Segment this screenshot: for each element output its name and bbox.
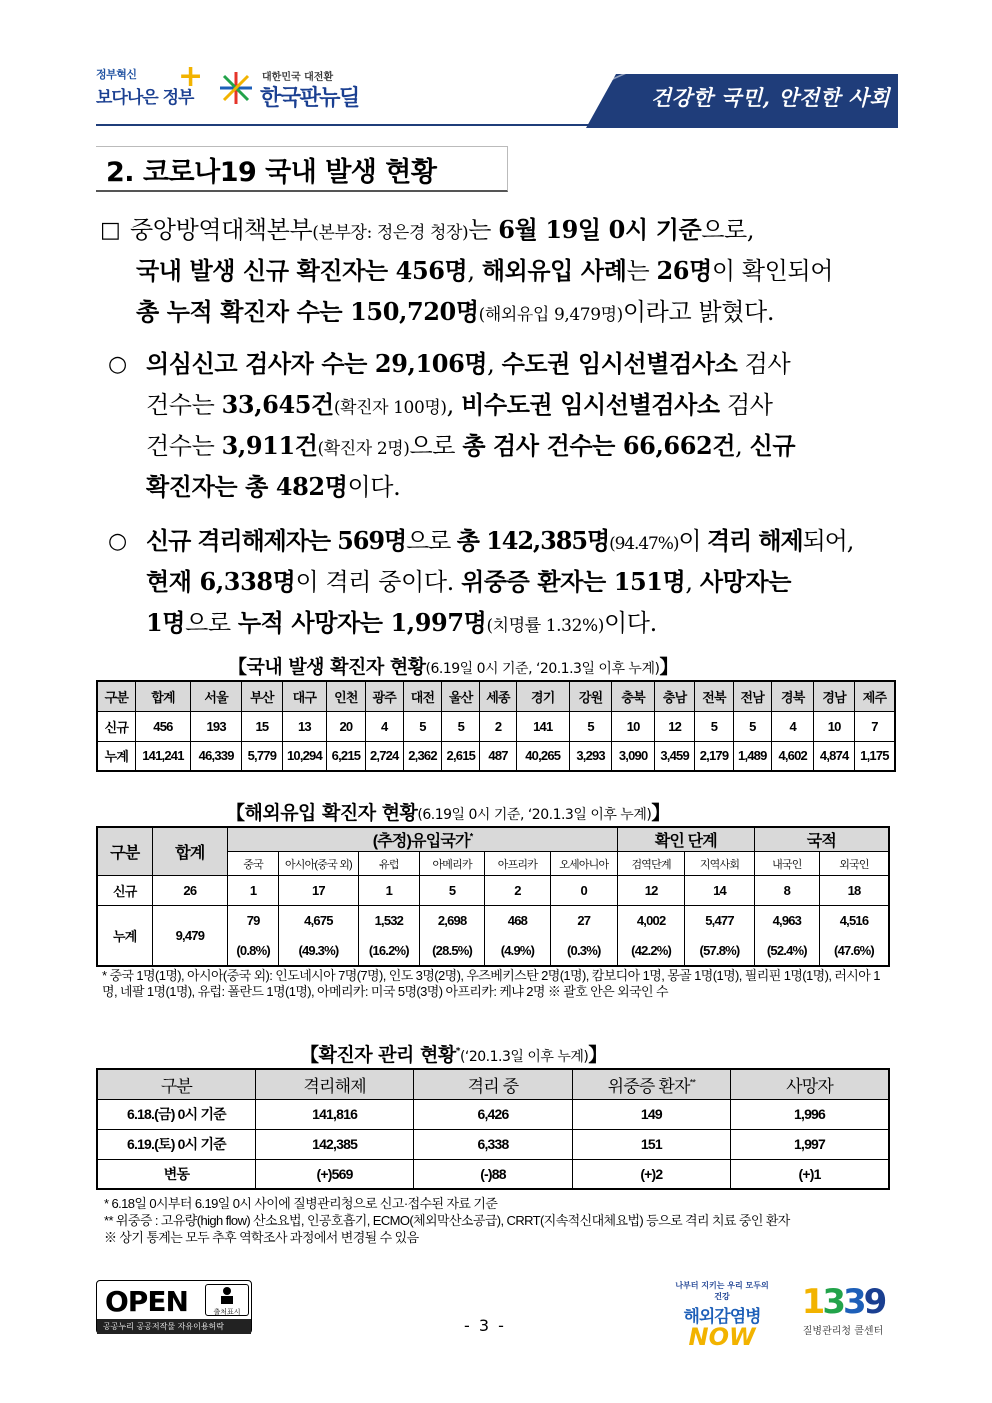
para1-l1d: 6월 19일 0시 기준 bbox=[498, 215, 702, 244]
t2-label: 누계 bbox=[97, 906, 152, 966]
para2-l3f: , bbox=[735, 432, 750, 460]
t2-cell: 2,698 bbox=[419, 906, 484, 936]
t1-cell: 5 bbox=[569, 711, 612, 741]
t2-pct: (57.8%) bbox=[685, 936, 754, 966]
para2-l3b: 3,911건 bbox=[221, 431, 318, 460]
t2-sub: 아시아(중국 외) bbox=[279, 852, 359, 876]
t1-cell: 신규 bbox=[97, 711, 135, 741]
table3-caption bbox=[300, 1040, 607, 1067]
t1-h: 인천 bbox=[327, 681, 365, 711]
t2-pct: (52.4%) bbox=[754, 936, 819, 966]
para1-l2d: 는 bbox=[626, 257, 657, 285]
t2-cell: 4,675 bbox=[279, 906, 359, 936]
table3-caption-end: 】 bbox=[588, 1044, 607, 1066]
t1-h: 서울 bbox=[191, 681, 242, 711]
t2-cell: 4,963 bbox=[754, 906, 819, 936]
domestic-cases-table bbox=[96, 680, 896, 772]
table3-note-2: ** 위중증 : 고유량(high flow) 산소요법, 인공호흡기, ECMO(체외막산소공급), CRRT(지속적신대체요법) 등으로 격리 치료 중인 환자 bbox=[104, 1213, 790, 1228]
korean-new-deal-logo bbox=[218, 68, 388, 110]
t3-cell: (+)2 bbox=[572, 1159, 730, 1189]
section-title: 2. 코로나19 국내 발생 현황 bbox=[106, 157, 437, 188]
t2-cell: 14 bbox=[685, 876, 754, 906]
table-row bbox=[97, 741, 895, 771]
table3-header-row bbox=[97, 1069, 889, 1099]
t1-h: 세종 bbox=[480, 681, 516, 711]
para3-l3d: (치명률 1.32%) bbox=[486, 616, 604, 636]
t1-h: 대구 bbox=[282, 681, 327, 711]
t2-cell: 5 bbox=[419, 876, 484, 906]
t1-h: 제주 bbox=[854, 681, 895, 711]
t2-pct: (28.5%) bbox=[419, 936, 484, 966]
t1-h: 광주 bbox=[365, 681, 403, 711]
t3-h: 사망자 bbox=[731, 1069, 889, 1099]
t1-cell: 4,602 bbox=[771, 741, 814, 771]
logo1-small-text: 정부혁신 bbox=[96, 68, 137, 81]
t1-cell: 12 bbox=[654, 711, 694, 741]
circle-bullet-2: ○ bbox=[108, 529, 128, 554]
t2-sub: 외국인 bbox=[820, 852, 889, 876]
t2-sub: 오세아니아 bbox=[550, 852, 617, 876]
overseas-infection-now-logo bbox=[672, 1280, 772, 1351]
open-text: OPEN bbox=[105, 1285, 188, 1318]
para3-l1c: 총 142,385명 bbox=[456, 526, 610, 555]
t2-cell: 468 bbox=[485, 906, 550, 936]
t3-cell: 149 bbox=[572, 1099, 730, 1129]
t2-cell: 17 bbox=[279, 876, 359, 906]
t1-cell: 141,241 bbox=[135, 741, 190, 771]
para1-line2 bbox=[136, 250, 833, 292]
t1-h: 강원 bbox=[569, 681, 612, 711]
t2-h-nat: 국적 bbox=[754, 827, 889, 852]
t1-cell: 40,265 bbox=[516, 741, 569, 771]
t2-pct: (4.9%) bbox=[485, 936, 550, 966]
t1-h: 충남 bbox=[654, 681, 694, 711]
table-row bbox=[97, 876, 889, 906]
para1-l2b: , bbox=[467, 257, 482, 285]
table1-caption bbox=[228, 652, 678, 679]
para2-l3g: 신규 bbox=[749, 431, 796, 460]
t1-cell: 3,293 bbox=[569, 741, 612, 771]
para2-l2a: 건수는 bbox=[146, 391, 222, 419]
t2-cell: 26 bbox=[152, 876, 228, 906]
t3-cell: 변동 bbox=[97, 1159, 255, 1189]
para3-l2a: 현재 6,338명 bbox=[146, 567, 296, 596]
now-text: NOW bbox=[688, 1323, 756, 1351]
table-row bbox=[97, 1099, 889, 1129]
t1-cell: 3,090 bbox=[612, 741, 655, 771]
t2-h-country-text: (추정)유입국가 bbox=[372, 833, 470, 850]
para2-l1a: 의심신고 검사자 수는 29,106명 bbox=[146, 349, 488, 378]
t3-h-critical-sup: ** bbox=[689, 1077, 696, 1088]
t1-cell: 10,294 bbox=[282, 741, 327, 771]
t1-cell: 5 bbox=[695, 711, 733, 741]
t1-cell: 5 bbox=[733, 711, 771, 741]
table2-header-row bbox=[97, 827, 889, 852]
para3-l3e: 이다. bbox=[604, 609, 657, 637]
t2-h-gubun: 구분 bbox=[97, 827, 152, 876]
t1-h: 전남 bbox=[733, 681, 771, 711]
t2-cell: 1 bbox=[358, 876, 419, 906]
para3-line1 bbox=[146, 520, 853, 565]
t1-cell: 193 bbox=[191, 711, 242, 741]
table2-footnote: * 중국 1명(1명), 아시아(중국 외): 인도네시아 7명(7명), 인도 3명(2명), 우즈베키스탄 2명(1명), 캄보디아 1명, 몽골 1명(1명), 필리핀 1명(1명), 러시아 1명, 네팔 1명(1명), 유럽: 폴란드 1명(1명), 아메리카: 미국 5명(3명) 아프리카: 케냐 2명 ※ 괄호 안은 외국인 수 bbox=[102, 968, 880, 999]
t1-cell: 1,175 bbox=[854, 741, 895, 771]
para2-l3d: 으로 bbox=[409, 432, 463, 460]
t2-pct: (49.3%) bbox=[279, 936, 359, 966]
t2-cell: 1 bbox=[228, 876, 279, 906]
circle-bullet: ○ bbox=[108, 352, 128, 377]
para2-l2e: 비수도권 임시선별검사소 bbox=[461, 390, 720, 419]
t1-cell: 5,779 bbox=[242, 741, 282, 771]
t2-cell: 27 bbox=[550, 906, 617, 936]
para2-l3e: 총 검사 건수는 66,662건 bbox=[462, 431, 736, 460]
t1-cell: 3,459 bbox=[654, 741, 694, 771]
t1-h: 울산 bbox=[442, 681, 480, 711]
t3-cell: 6,338 bbox=[414, 1129, 572, 1159]
para3-l3b: 으로 bbox=[185, 609, 238, 637]
para1-line3 bbox=[136, 291, 774, 336]
section-title-box bbox=[96, 146, 508, 192]
t2-h-country-sup: * bbox=[469, 831, 473, 842]
para3-l1b: 으로 bbox=[406, 527, 457, 555]
table3-note-1: * 6.18일 0시부터 6.19일 0시 사이에 질병관리청으로 신고·접수된 자료 기준 bbox=[104, 1196, 498, 1211]
t1-cell: 10 bbox=[612, 711, 655, 741]
t1-cell: 5 bbox=[442, 711, 480, 741]
t3-h-critical bbox=[572, 1069, 730, 1099]
t3-cell: 151 bbox=[572, 1129, 730, 1159]
imported-cases-table bbox=[96, 826, 890, 967]
box-bullet: □ bbox=[100, 218, 121, 243]
t2-cell: 5,477 bbox=[685, 906, 754, 936]
t2-cell: 18 bbox=[820, 876, 889, 906]
para3-l1f: 격리 해제 bbox=[706, 526, 803, 555]
page-number: - 3 - bbox=[464, 1316, 506, 1335]
table3-caption-sup: * bbox=[455, 1046, 460, 1057]
table3-caption-main: 【확진자 관리 현황 bbox=[300, 1044, 456, 1066]
t1-cell: 2,724 bbox=[365, 741, 403, 771]
t2-sub: 유럽 bbox=[358, 852, 419, 876]
table1-caption-sub: (6.19일 0시 기준, ‘20.1.3일 이후 누계) bbox=[425, 661, 660, 677]
table-row bbox=[97, 711, 895, 741]
para1-l1c: 는 bbox=[468, 216, 499, 244]
t1-h: 합계 bbox=[135, 681, 190, 711]
logo2-small-text: 대한민국 대전환 bbox=[262, 72, 334, 83]
t2-sub: 아프리카 bbox=[485, 852, 550, 876]
t3-cell: 6,426 bbox=[414, 1099, 572, 1129]
table1-caption-main: 【국내 발생 확진자 현황 bbox=[228, 656, 426, 678]
para2-l1b: , bbox=[487, 350, 502, 378]
logo1-big-text: 보다나은 정부 bbox=[96, 88, 194, 108]
t2-cell: 12 bbox=[617, 876, 684, 906]
para2-l3c: (확진자 2명) bbox=[317, 439, 410, 459]
t1-cell: 487 bbox=[480, 741, 516, 771]
t2-pct: (47.6%) bbox=[820, 936, 889, 966]
para1-line1 bbox=[130, 209, 754, 254]
para2-l2d: , bbox=[446, 391, 462, 419]
para1-l1e: 으로, bbox=[701, 216, 755, 244]
para1-l2e: 26명 bbox=[656, 256, 712, 285]
call-number bbox=[790, 1282, 896, 1322]
table2-caption-sub: (6.19일 0시 기준, ‘20.1.3일 이후 누계) bbox=[417, 807, 652, 823]
table2-caption bbox=[226, 798, 670, 825]
t1-cell: 5 bbox=[403, 711, 441, 741]
para1-l1a: 중앙방역대책본부 bbox=[130, 216, 313, 244]
para3-l1e: 이 bbox=[678, 527, 707, 555]
para2-l1d: 검사 bbox=[737, 350, 791, 378]
attribution-label: 출처표시 bbox=[213, 1308, 241, 1316]
t2-sub: 아메리카 bbox=[419, 852, 484, 876]
t2-cell: 8 bbox=[754, 876, 819, 906]
header-rule bbox=[96, 124, 896, 126]
t2-sub: 지역사회 bbox=[685, 852, 754, 876]
t3-cell: 142,385 bbox=[255, 1129, 413, 1159]
t3-cell: (+)569 bbox=[255, 1159, 413, 1189]
t3-cell: (-)88 bbox=[414, 1159, 572, 1189]
t1-cell: 2,362 bbox=[403, 741, 441, 771]
para1-l3a: 총 누적 확진자 수는 150,720명 bbox=[136, 297, 479, 326]
t2-h-total: 합계 bbox=[152, 827, 228, 876]
t2-sub: 중국 bbox=[228, 852, 279, 876]
t1-cell: 7 bbox=[854, 711, 895, 741]
para2-line3 bbox=[146, 425, 795, 470]
t2-sub: 내국인 bbox=[754, 852, 819, 876]
t2-cell: 4,516 bbox=[820, 906, 889, 936]
para1-l3c: 이라고 밝혔다. bbox=[622, 298, 775, 326]
t3-cell: 6.19.(토) 0시 기준 bbox=[97, 1129, 255, 1159]
para2-l2f: 검사 bbox=[719, 391, 773, 419]
page-header bbox=[0, 0, 992, 130]
para3-l3a: 1명 bbox=[146, 608, 186, 637]
t2-pct: (16.2%) bbox=[358, 936, 419, 966]
now-main-text: 해외감염병 bbox=[683, 1307, 761, 1327]
t3-cell: 141,816 bbox=[255, 1099, 413, 1129]
para3-line3 bbox=[146, 602, 657, 647]
para2-l2b: 33,645건 bbox=[221, 390, 334, 419]
logo2-big-text: 한국판뉴딜 bbox=[260, 86, 359, 111]
t1-cell: 20 bbox=[327, 711, 365, 741]
plus-icon: + bbox=[178, 59, 204, 94]
para2-line4 bbox=[146, 466, 400, 508]
t2-cell: 1,532 bbox=[358, 906, 419, 936]
t2-cell: 4,002 bbox=[617, 906, 684, 936]
t1-cell: 141 bbox=[516, 711, 569, 741]
call-digit: 3 bbox=[843, 1282, 864, 1322]
table3-note-3: ※ 상기 통계는 모두 추후 역학조사 과정에서 변경될 수 있음 bbox=[104, 1230, 419, 1245]
para2-l4a: 확진자는 총 482명 bbox=[146, 472, 348, 501]
table1-header-row bbox=[97, 681, 895, 711]
call-digit: 3 bbox=[822, 1282, 843, 1322]
call-digit: 1 bbox=[801, 1282, 823, 1322]
para3-l3c: 누적 사망자는 1,997명 bbox=[237, 608, 487, 637]
t3-cell: 6.18.(금) 0시 기준 bbox=[97, 1099, 255, 1129]
call-center-caption: 질병관리청 콜센터 bbox=[802, 1326, 884, 1337]
attribution-box bbox=[205, 1284, 249, 1316]
new-deal-mark-icon bbox=[218, 70, 254, 106]
para1-l2f: 이 확인되어 bbox=[711, 257, 834, 285]
call-digit: 9 bbox=[863, 1282, 885, 1322]
para3-l1d: (94.47%) bbox=[609, 534, 679, 554]
t2-h-stage: 확인 단계 bbox=[617, 827, 754, 852]
t1-h: 충북 bbox=[612, 681, 655, 711]
t3-cell: (+)1 bbox=[731, 1159, 889, 1189]
t1-h: 경기 bbox=[516, 681, 569, 711]
para2-l3a: 건수는 bbox=[146, 432, 222, 460]
para2-l4b: 이다. bbox=[347, 473, 401, 501]
t1-cell: 15 bbox=[242, 711, 282, 741]
t3-h-critical-text: 위중증 환자 bbox=[607, 1076, 690, 1096]
t1-cell: 6,215 bbox=[327, 741, 365, 771]
para3-l1a: 신규 격리해제자는 569명 bbox=[146, 526, 407, 555]
t1-cell: 2 bbox=[480, 711, 516, 741]
t2-pct: (0.8%) bbox=[228, 936, 279, 966]
t2-label: 신규 bbox=[97, 876, 152, 906]
open-license-bar: 공공누리 공공저작물 자유이용허락 bbox=[97, 1319, 251, 1334]
t3-h: 격리 중 bbox=[414, 1069, 572, 1099]
t3-cell: 1,996 bbox=[731, 1099, 889, 1129]
t2-pct: (0.3%) bbox=[550, 936, 617, 966]
table2-caption-end: 】 bbox=[651, 802, 670, 824]
t1-cell: 2,615 bbox=[442, 741, 480, 771]
para2-line2 bbox=[146, 384, 773, 429]
t1-h: 경남 bbox=[814, 681, 854, 711]
t2-cell: 0 bbox=[550, 876, 617, 906]
para2-line1 bbox=[146, 343, 790, 385]
para3-l2b: 이 격리 중이다. bbox=[295, 568, 462, 596]
case-management-table bbox=[96, 1068, 890, 1190]
para2-l2c: (확진자 100명) bbox=[333, 398, 447, 418]
t2-cell: 2 bbox=[485, 876, 550, 906]
t3-h: 구분 bbox=[97, 1069, 255, 1099]
t1-cell: 누계 bbox=[97, 741, 135, 771]
table-row bbox=[97, 906, 889, 936]
t2-cell: 9,479 bbox=[152, 906, 228, 966]
t1-h: 대전 bbox=[403, 681, 441, 711]
t1-h: 부산 bbox=[242, 681, 282, 711]
para3-l2e: 사망자는 bbox=[699, 567, 791, 596]
person-icon bbox=[206, 1285, 248, 1305]
slogan-text: 건강한 국민, 안전한 사회 bbox=[650, 85, 890, 110]
para1-l2a: 국내 발생 신규 확진자는 456명 bbox=[136, 256, 468, 285]
para1-l1b: (본부장: 정은경 청장) bbox=[312, 223, 469, 243]
t1-cell: 4 bbox=[771, 711, 814, 741]
t1-h: 구분 bbox=[97, 681, 135, 711]
t3-h: 격리해제 bbox=[255, 1069, 413, 1099]
para3-l1g: 되어, bbox=[802, 527, 854, 555]
table2-caption-main: 【해외유입 확진자 현황 bbox=[226, 802, 418, 824]
t2-sub: 검역단계 bbox=[617, 852, 684, 876]
para3-l2c: 위중증 환자는 151명 bbox=[461, 567, 686, 596]
call-center-logo bbox=[790, 1282, 896, 1344]
open-license-badge bbox=[96, 1280, 252, 1334]
t2-h-country bbox=[228, 827, 618, 852]
t3-cell: 1,997 bbox=[731, 1129, 889, 1159]
table-row bbox=[97, 1129, 889, 1159]
para3-line2 bbox=[146, 561, 791, 603]
t1-cell: 46,339 bbox=[191, 741, 242, 771]
t2-pct: (42.2%) bbox=[617, 936, 684, 966]
para1-l3b: (해외유입 9,479명) bbox=[478, 305, 623, 325]
t1-cell: 456 bbox=[135, 711, 190, 741]
t1-h: 경북 bbox=[771, 681, 814, 711]
table1-caption-end: 】 bbox=[659, 656, 678, 678]
t1-cell: 4 bbox=[365, 711, 403, 741]
t1-cell: 4,874 bbox=[814, 741, 854, 771]
t1-h: 전북 bbox=[695, 681, 733, 711]
t1-cell: 13 bbox=[282, 711, 327, 741]
para2-l1c: 수도권 임시선별검사소 bbox=[501, 349, 738, 378]
para3-l2d: , bbox=[685, 568, 700, 596]
table-row bbox=[97, 1159, 889, 1189]
t2-cell: 79 bbox=[228, 906, 279, 936]
gov-innovation-logo bbox=[96, 59, 206, 112]
para1-l2c: 해외유입 사례 bbox=[481, 256, 627, 285]
t1-cell: 10 bbox=[814, 711, 854, 741]
t1-cell: 1,489 bbox=[733, 741, 771, 771]
now-small-text: 나부터 지키는 우리 모두의 건강 bbox=[675, 1281, 769, 1301]
table3-caption-sub: (‘20.1.3일 이후 누계) bbox=[459, 1049, 589, 1065]
t1-cell: 2,179 bbox=[695, 741, 733, 771]
